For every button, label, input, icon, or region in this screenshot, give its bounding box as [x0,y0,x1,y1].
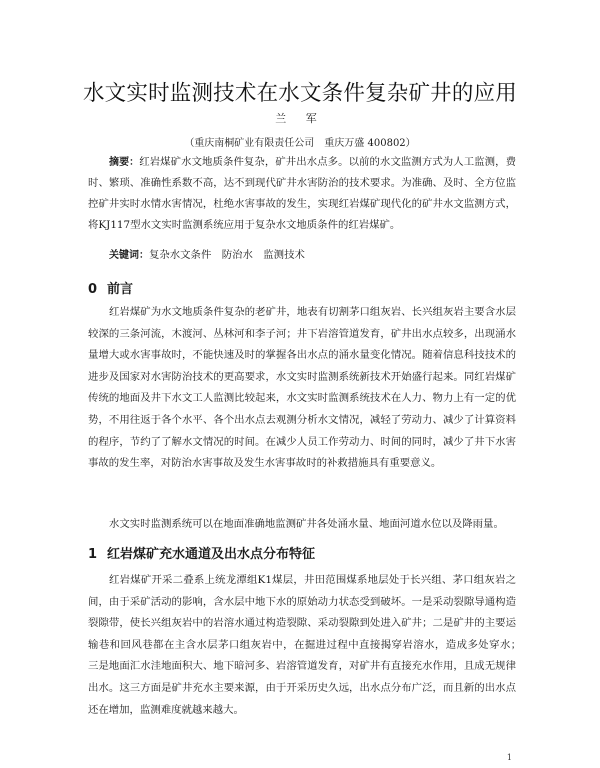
keywords-label: 关键词： [109,250,149,261]
section-heading-1 [88,543,315,562]
section-title: 前言 [107,282,134,297]
keywords-text: 复杂水文条件 防治水 监测技术 [149,249,305,261]
section-title: 红岩煤矿充水通道及出水点分布特征 [107,547,316,562]
author-name: 兰 军 [275,112,325,125]
paragraph: 水文实时监测系统可以在地面准确地监测矿井各处涌水量、地面河道水位以及降雨量。 [109,518,504,530]
abstract-label: 摘要： [109,157,140,168]
section-heading-0 [88,278,133,297]
keywords [88,245,516,266]
page-number: 1 [506,753,512,762]
paragraph: 红岩煤矿为水文地质条件复杂的老矿井，地表有切割茅口组灰岩、长兴组灰岩主要含水层较深的三条河流，木渡河、丛林河和李子河；井下岩溶管道发育，矿井出水点较多，出现涌水量增大或水害事故时，不能快速及时的掌握各出水点的涌水量变化情况。随着信息科技技术的进步及国家对水害防治技术的更高要求，水文实时监测系统新技术开始盛行起来。同红岩煤矿传统的地面及井下水文工人监测比较起来，水文实时监测系统技术在人力、物力上有一定的优势，不用往返于各个水平、各个出水点去观测分析水文情况，减轻了劳动力、减少了计算资料的程序，节约了了解水文情况的时间。在减少人员工作劳动力、时间的同时，减少了井下水害事故的发生率，对防治水害事故及发生水害事故时的补救措施具有重要意义。 [88,306,516,470]
paper-title: 水文实时监测技术在水文条件复杂矿井的应用 [82,81,517,106]
section-number: 1 [88,547,98,562]
abstract-text: 红岩煤矿水文地质条件复杂，矿井出水点多。以前的水文监测方式为人工监测，费时、繁琐、准确性系数不高，达不到现代矿井水害防治的技术要求。为准确、及时、全方位监控矿井实时水情水害情况，杜绝水害事故的发生，实现红岩煤矿现代化的矿井水文监测方式，将KJ117型水文实时监测系统应用于复杂水文地质条件的红岩煤矿。 [88,156,516,231]
affiliation: （重庆南桐矿业有限责任公司 重庆万盛 400802） [184,138,416,149]
section-number: 0 [88,282,98,297]
paragraph: 红岩煤矿开采二叠系上统龙潭组K1煤层，井田范围煤系地层处于长兴组、茅口组灰岩之间，由于采矿活动的影响，含水层中地下水的原始动力状态受到破坏。一是采动裂隙导通构造裂隙带，使长兴组灰岩中的岩溶水通过构造裂隙、采动裂隙到处进入矿井；二是矿井的主要运输巷和回风巷都在主含水层茅口组灰岩中，在掘进过程中直接揭穿岩溶水，造成多处穿水； 三是地面汇水洼地面积大、地下暗河多、岩溶管道发育，对矿井有直接充水作用，且成无规律出水。这三方面是矿井充水主要来源，由于开采历史久远，出水点分布广泛，而且新的出水点还在增加，监测难度就越来越大。 [88,574,527,716]
abstract [88,152,516,236]
